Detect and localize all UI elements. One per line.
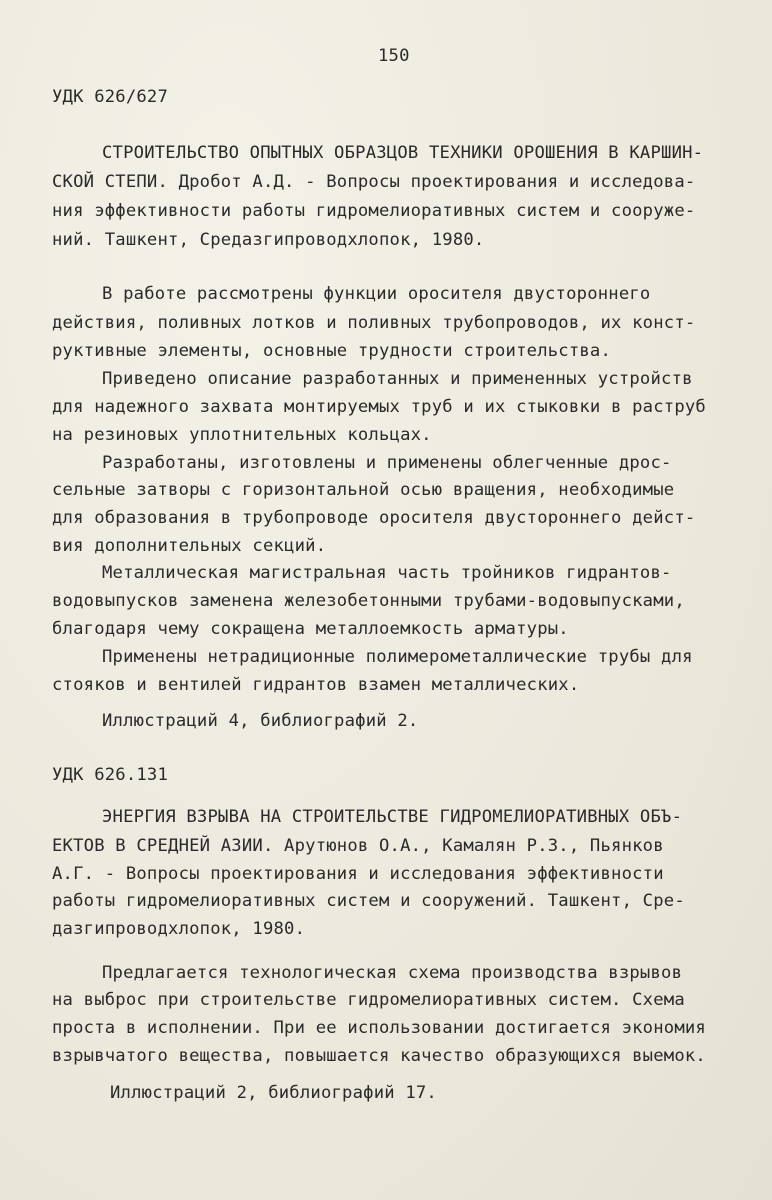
entry-2-abstract-line: взрывчатого вещества, повышается качество образующихся выемок. bbox=[52, 1046, 706, 1066]
entry-1-citation-line: ний. Ташкент, Средазгипроводхлопок, 1980. bbox=[52, 230, 485, 250]
entry-2-citation-line: А.Г. - Вопросы проектирования и исследования эффективности bbox=[52, 864, 664, 884]
entry-1-abstract-line: Применены нетрадиционные полимерометаллические трубы для bbox=[102, 647, 693, 667]
entry-1-abstract-line: действия, поливных лотков и поливных трубопроводов, их конст- bbox=[52, 313, 696, 333]
entry-1-abstract-line: водовыпусков заменена железобетонными трубами-водовыпусками, bbox=[52, 591, 685, 611]
entry-2-abstract-line: на выброс при строительстве гидромелиоративных систем. Схема bbox=[52, 990, 685, 1010]
entry-1-abstract-line: Разработаны, изготовлены и применены облегченные дрос- bbox=[102, 453, 672, 473]
entry-1-udc: УДК 626/627 bbox=[52, 87, 169, 107]
entry-2-udc: УДК 626.131 bbox=[52, 765, 169, 785]
entry-2-citation-line: работы гидромелиоративных систем и сооружений. Ташкент, Сре- bbox=[52, 891, 685, 911]
entry-2-citation-line: ЭНЕРГИЯ ВЗРЫВА НА СТРОИТЕЛЬСТВЕ ГИДРОМЕЛИОРАТИВНЫХ ОБЪ- bbox=[102, 807, 683, 827]
entry-1-abstract-line: на резиновых уплотнительных кольцах. bbox=[52, 425, 432, 445]
entry-1-abstract-line: стояков и вентилей гидрантов взамен металлических. bbox=[52, 675, 580, 695]
entry-1-abstract-line: для образования в трубопроводе оросителя двустороннего дейст- bbox=[52, 508, 696, 528]
entry-1-abstract-line: сельные затворы с горизонтальной осью вращения, необходимые bbox=[52, 480, 675, 500]
entry-1-abstract-line: В работе рассмотрены функции оросителя двустороннего bbox=[102, 284, 651, 304]
entry-1-abstract-line: благодаря чему сокращена металлоемкость арматуры. bbox=[52, 619, 569, 639]
entry-1-abstract-line: для надежного захвата монтируемых труб и их стыковки в раструб bbox=[52, 397, 706, 417]
entry-1-citation-line: ния эффективности работы гидромелиоративных систем и сооруже- bbox=[52, 201, 696, 221]
entry-1-abstract-line: Металлическая магистральная часть тройников гидрантов- bbox=[102, 563, 672, 583]
entry-1-citation-line: СТРОИТЕЛЬСТВО ОПЫТНЫХ ОБРАЗЦОВ ТЕХНИКИ ОРОШЕНИЯ В КАРШИН- bbox=[102, 143, 704, 163]
page-number: 150 bbox=[378, 46, 410, 66]
entry-1-citation-line: СКОЙ СТЕПИ. Дробот А.Д. - Вопросы проектирования и исследова- bbox=[52, 172, 696, 192]
entry-1-abstract-line: руктивные элементы, основные трудности строительства. bbox=[52, 341, 612, 361]
entry-1-footer: Иллюстраций 4, библиографий 2. bbox=[102, 711, 419, 731]
entry-2-abstract-line: Предлагается технологическая схема производства взрывов bbox=[102, 963, 683, 983]
entry-1-abstract-line: Приведено описание разработанных и примененных устройств bbox=[102, 369, 693, 389]
entry-2-abstract-line: проста в исполнении. При ее использовании достигается экономия bbox=[52, 1018, 706, 1038]
entry-2-footer: Иллюстраций 2, библиографий 17. bbox=[110, 1083, 437, 1103]
entry-2-citation-line: дазгипроводхлопок, 1980. bbox=[52, 919, 306, 939]
entry-2-citation-line: ЕКТОВ В СРЕДНЕЙ АЗИИ. Арутюнов О.А., Камалян Р.З., Пьянков bbox=[52, 836, 664, 856]
entry-1-abstract-line: вия дополнительных секций. bbox=[52, 536, 327, 556]
